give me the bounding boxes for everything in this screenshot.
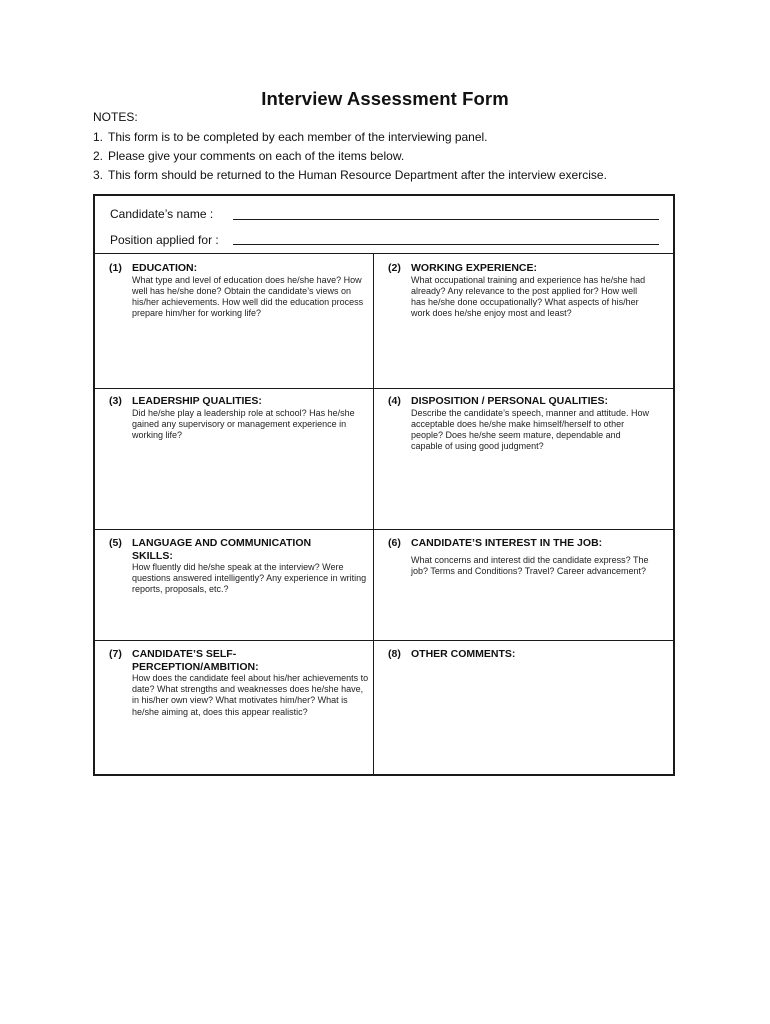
section-heading: DISPOSITION / PERSONAL QUALITIES: [411,395,608,407]
section-number: (4) [388,395,401,407]
form-column-divider [373,254,374,776]
section-disposition[interactable] [388,395,650,452]
section-heading: WORKING EXPERIENCE: [411,262,538,274]
note-number: 3. [93,168,104,182]
position-applied-label: Position applied for : [110,233,219,247]
section-heading: EDUCATION: [132,262,198,274]
note-item-1 [93,130,488,144]
section-number: (8) [388,648,401,660]
section-heading: OTHER COMMENTS: [411,648,516,660]
note-text: This form should be returned to the Human Resource Department after the interview exercise. [108,168,607,182]
form-divider [95,529,673,530]
note-number: 2. [93,149,104,163]
section-self-perception[interactable] [109,648,371,718]
note-item-3 [93,168,607,182]
section-interest-in-job[interactable] [388,537,650,577]
section-description: Describe the candidate’s speech, manner and attitude. How acceptable does he/she make himself/herself to other people? Does he/she seem mature, dependable and capable of using good judgment? [411,407,649,452]
section-number: (6) [388,537,401,549]
note-number: 1. [93,130,104,144]
section-description: What concerns and interest did the candidate express? The job? Terms and Conditions? Travel? Career advancement? [411,554,649,576]
section-other-comments[interactable] [388,648,650,661]
assessment-form [93,194,675,776]
note-text: This form is to be completed by each member of the interviewing panel. [108,130,488,144]
section-number: (3) [109,395,122,407]
section-heading: LEADERSHIP QUALITIES: [132,395,262,407]
section-education[interactable] [109,262,371,319]
form-divider [95,640,673,641]
position-applied-field[interactable] [233,244,659,245]
section-language-communication[interactable] [109,537,371,596]
notes-heading: NOTES: [93,110,138,124]
section-description: What type and level of education does he/she have? How well has he/she done? Obtain the candidate’s views on his/her achievements. How well did the education process prepare him/her for working life? [132,274,364,319]
section-description: Did he/she play a leadership role at school? Has he/she gained any supervisory or management experience in working life? [132,407,355,440]
candidate-name-label: Candidate’s name : [110,207,214,221]
section-heading: CANDIDATE’S SELF-PERCEPTION/AMBITION: [132,648,259,673]
candidate-name-field[interactable] [233,219,659,220]
section-number: (2) [388,262,401,274]
section-description: What occupational training and experience has he/she had already? Any relevance to the post applied for? How well has he/she done occupationally? What aspects of his/her work does he/she enjoy most and least? [411,274,646,319]
section-working-experience[interactable] [388,262,650,319]
section-heading: CANDIDATE’S INTEREST IN THE JOB: [411,537,603,549]
section-description: How fluently did he/she speak at the interview? Were questions answered intelligently? Any experience in writing reports, proposals, etc.? [132,562,367,595]
form-divider [95,388,673,389]
form-divider [95,253,673,254]
section-number: (5) [109,537,122,549]
note-text: Please give your comments on each of the items below. [108,149,405,163]
section-leadership-qualities[interactable] [109,395,371,441]
section-heading: LANGUAGE AND COMMUNICATION SKILLS: [132,537,312,562]
section-number: (1) [109,262,122,274]
section-description: How does the candidate feel about his/her achievements to date? What strengths and weaknesses does he/she have, in his/her own view? What motivates him/her? What is he/she aiming at, does this appear realistic? [132,673,369,717]
page-title: Interview Assessment Form [261,88,509,109]
section-number: (7) [109,648,122,660]
note-item-2 [93,149,404,163]
